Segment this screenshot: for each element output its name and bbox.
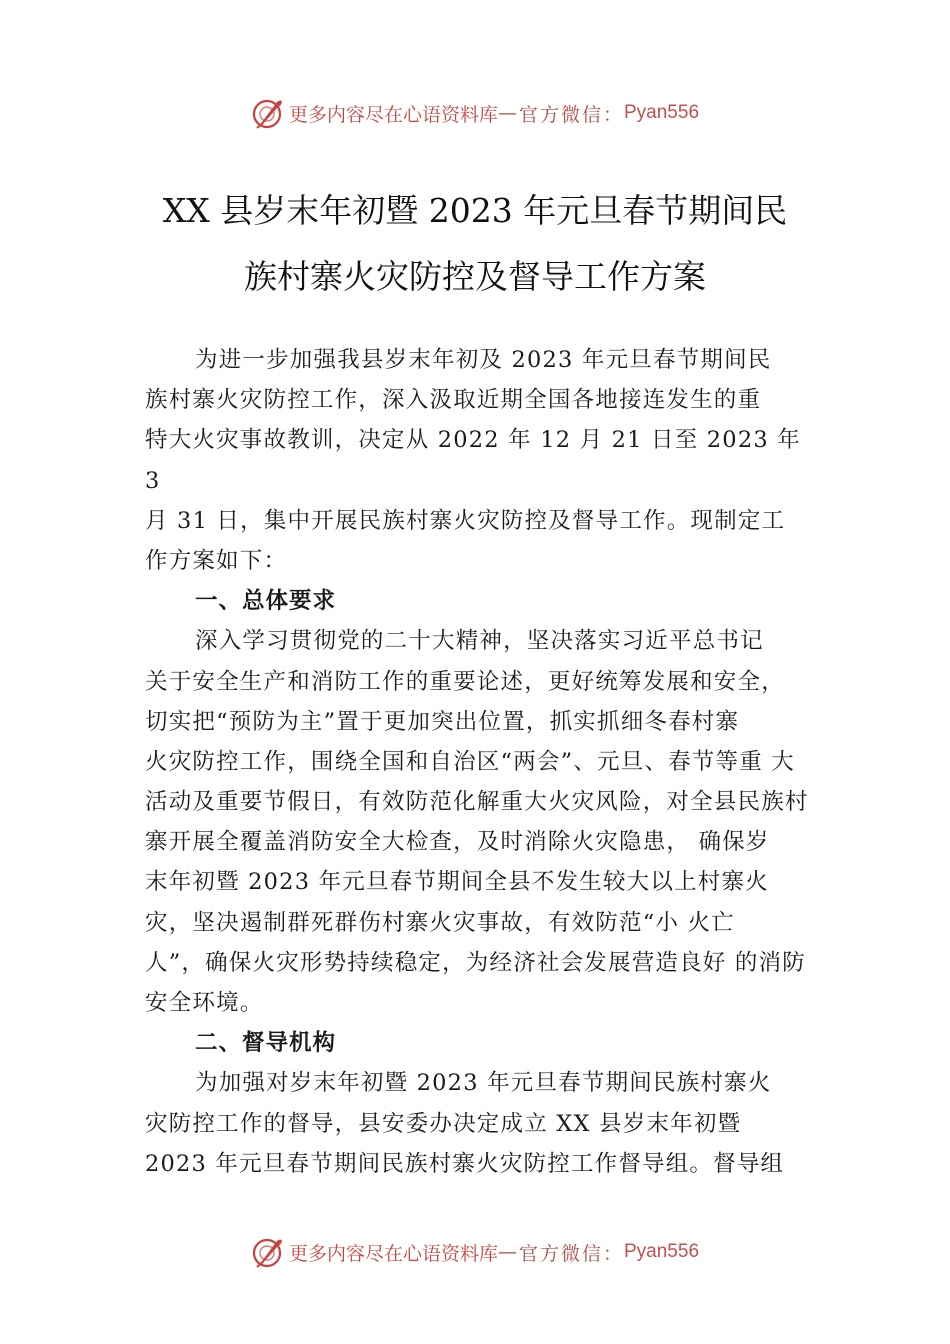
paragraph-line: 关于安全生产和消防工作的重要论述，更好统筹发展和安全， (145, 668, 785, 695)
watermark-dash: — (497, 102, 519, 124)
paragraph-line: 人”，确保火灾形势持续稳定，为经济社会发展营造良好 的消防 (145, 949, 806, 976)
document-body (145, 340, 835, 1184)
paragraph-line: 火灾防控工作，围绕全国和自治区“两会”、元旦、春节等重 大 (145, 748, 795, 775)
quill-logo-icon (251, 1235, 285, 1269)
paragraph-line: 为进一步加强我县岁末年初及 2023 年元旦春节期间民 (195, 347, 772, 373)
paragraph-line: 为加强对岁末年初暨 2023 年元旦春节期间民族村寨火 (195, 1070, 772, 1097)
watermark-brand: 更多内容尽在心语资料库 (288, 1242, 498, 1265)
watermark-id: Pyan556 (624, 102, 700, 123)
paragraph-line: 安全环境。 (145, 990, 264, 1016)
watermark-footer (0, 1232, 950, 1272)
title-line-2: 族村寨火灾防控及督导工作方案 (244, 257, 706, 296)
paragraph-line: 切实把“预防为主”置于更加突出位置，抓实抓细冬春村寨 (145, 708, 740, 735)
paragraph-line: 寨开展全覆盖消防安全大检查，及时消除火灾隐患， 确保岁 (145, 829, 770, 856)
paragraph-line: 深入学习贯彻党的二十大精神，坚决落实习近平总书记 (195, 628, 764, 655)
watermark-id: Pyan556 (624, 1241, 700, 1262)
paragraph-line: 特大火灾事故教训，决定从 2022 年 12 月 21 日至 2023 年 (145, 427, 801, 454)
paragraph-line: 月 31 日，集中开展民族村寨火灾防控及督导工作。现制定工 (145, 507, 786, 534)
section-heading-1: 一、总体要求 (195, 588, 337, 615)
watermark-label: 官方微信： (518, 1242, 624, 1265)
paragraph-line: 灾，坚决遏制群死群伤村寨火灾事故，有效防范“小 火亡 (145, 909, 735, 936)
paragraph-line: 3 (145, 467, 161, 494)
watermark-brand: 更多内容尽在心语资料库 (288, 103, 498, 126)
title-line-1: XX 县岁末年初暨 2023 年元旦春节期间民 (162, 191, 788, 230)
quill-logo-icon (251, 96, 285, 130)
watermark-dash: — (497, 1241, 519, 1263)
watermark-label: 官方微信： (518, 103, 624, 126)
watermark-header (0, 93, 950, 133)
paragraph-line: 末年初暨 2023 年元旦春节期间全县不发生较大以上村寨火 (145, 869, 769, 896)
paragraph-line: 2023 年元旦春节期间民族村寨火灾防控工作督导组。督导组 (145, 1150, 785, 1177)
paragraph-line: 族村寨火灾防控工作，深入汲取近期全国各地接连发生的重 (145, 387, 762, 414)
document-title (100, 178, 850, 310)
paragraph-line: 作方案如下： (145, 547, 288, 574)
paragraph-line: 灾防控工作的督导，县安委办决定成立 XX 县岁末年初暨 (145, 1110, 742, 1137)
paragraph-line: 活动及重要节假日，有效防范化解重大火灾风险，对全县民族村 (145, 789, 809, 816)
section-heading-2: 二、督导机构 (195, 1030, 337, 1057)
